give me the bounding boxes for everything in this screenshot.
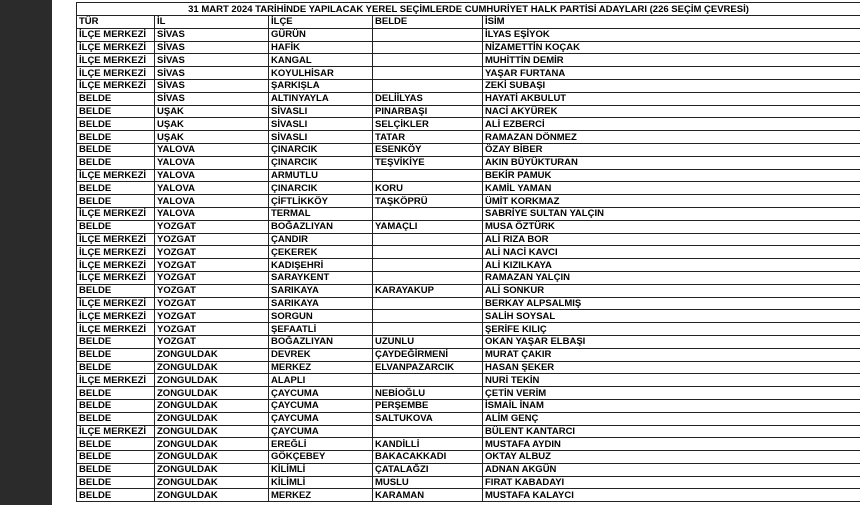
- cell-belde: [373, 79, 483, 92]
- table-row: [77, 118, 860, 131]
- column-header-tur: TÜR: [77, 16, 155, 29]
- cell-ilce: EREĞLİ: [269, 438, 373, 451]
- cell-il: UŞAK: [155, 118, 269, 131]
- cell-il: YALOVA: [155, 143, 269, 156]
- cell-belde: [373, 425, 483, 438]
- column-header-ilce: İLÇE: [269, 16, 373, 29]
- table-row: [77, 220, 860, 233]
- table-row: [77, 271, 860, 284]
- cell-belde: PINARBAŞI: [373, 105, 483, 118]
- cell-ilce: ÇAYCUMA: [269, 399, 373, 412]
- table-row: [77, 169, 860, 182]
- cell-tur: İLÇE MERKEZİ: [77, 79, 155, 92]
- cell-tur: BELDE: [77, 348, 155, 361]
- cell-belde: [373, 374, 483, 387]
- table-row: [77, 361, 860, 374]
- cell-isim: NİZAMETTİN KOÇAK: [483, 41, 860, 54]
- cell-il: ZONGULDAK: [155, 489, 269, 502]
- cell-il: YALOVA: [155, 195, 269, 208]
- cell-isim: ÜMİT KORKMAZ: [483, 195, 860, 208]
- cell-il: YOZGAT: [155, 297, 269, 310]
- table-row: [77, 28, 860, 41]
- table-row: [77, 195, 860, 208]
- cell-tur: BELDE: [77, 195, 155, 208]
- cell-isim: İLYAS EŞİYOK: [483, 28, 860, 41]
- cell-tur: İLÇE MERKEZİ: [77, 323, 155, 336]
- cell-isim: RAMAZAN DÖNMEZ: [483, 131, 860, 144]
- cell-ilce: BOĞAZLIYAN: [269, 220, 373, 233]
- table-row: [77, 399, 860, 412]
- cell-tur: İLÇE MERKEZİ: [77, 41, 155, 54]
- cell-belde: ELVANPAZARCIK: [373, 361, 483, 374]
- table-row: [77, 425, 860, 438]
- cell-il: SİVAS: [155, 54, 269, 67]
- table-row: [77, 246, 860, 259]
- cell-isim: ŞERİFE KILIÇ: [483, 323, 860, 336]
- cell-tur: İLÇE MERKEZİ: [77, 54, 155, 67]
- cell-ilce: SİVASLI: [269, 105, 373, 118]
- cell-belde: SELÇİKLER: [373, 118, 483, 131]
- cell-ilce: ÇAYCUMA: [269, 412, 373, 425]
- cell-il: ZONGULDAK: [155, 348, 269, 361]
- cell-isim: ALİ NACİ KAVCI: [483, 246, 860, 259]
- table-row: [77, 41, 860, 54]
- cell-il: ZONGULDAK: [155, 412, 269, 425]
- cell-il: ZONGULDAK: [155, 438, 269, 451]
- cell-tur: BELDE: [77, 387, 155, 400]
- cell-il: ZONGULDAK: [155, 463, 269, 476]
- cell-il: ZONGULDAK: [155, 451, 269, 464]
- cell-isim: SALİH SOYSAL: [483, 310, 860, 323]
- cell-belde: ÇAYDEĞİRMENİ: [373, 348, 483, 361]
- cell-belde: [373, 67, 483, 80]
- cell-ilce: ÇİFTLİKKÖY: [269, 195, 373, 208]
- cell-il: YOZGAT: [155, 259, 269, 272]
- column-header-belde: BELDE: [373, 16, 483, 29]
- cell-ilce: ALTINYAYLA: [269, 92, 373, 105]
- cell-il: ZONGULDAK: [155, 387, 269, 400]
- cell-ilce: DEVREK: [269, 348, 373, 361]
- cell-il: SİVAS: [155, 79, 269, 92]
- document-title: 31 MART 2024 TARİHİNDE YAPILACAK YEREL SEÇİMLERDE CUMHURİYET HALK PARTİSİ ADAYLARI (226 SEÇİM ÇEVRESİ): [77, 3, 860, 16]
- table-row: [77, 105, 860, 118]
- table-row: [77, 67, 860, 80]
- table-row: [77, 476, 860, 489]
- cell-il: ZONGULDAK: [155, 374, 269, 387]
- cell-tur: İLÇE MERKEZİ: [77, 271, 155, 284]
- cell-belde: UZUNLU: [373, 335, 483, 348]
- cell-isim: YAŞAR FURTANA: [483, 67, 860, 80]
- cell-isim: BÜLENT KANTARCI: [483, 425, 860, 438]
- table-row: [77, 143, 860, 156]
- cell-ilce: ŞEFAATLİ: [269, 323, 373, 336]
- cell-tur: BELDE: [77, 412, 155, 425]
- column-header-isim: İSİM: [483, 16, 860, 29]
- cell-ilce: ALAPLI: [269, 374, 373, 387]
- cell-belde: [373, 323, 483, 336]
- cell-belde: KARAMAN: [373, 489, 483, 502]
- table-row: [77, 259, 860, 272]
- title-row: [77, 3, 860, 16]
- cell-tur: İLÇE MERKEZİ: [77, 425, 155, 438]
- cell-tur: İLÇE MERKEZİ: [77, 259, 155, 272]
- cell-belde: MUSLU: [373, 476, 483, 489]
- cell-tur: BELDE: [77, 361, 155, 374]
- cell-isim: MUSTAFA AYDIN: [483, 438, 860, 451]
- cell-isim: İSMAİL İNAM: [483, 399, 860, 412]
- cell-ilce: KİLİMLİ: [269, 476, 373, 489]
- cell-isim: ADNAN AKGÜN: [483, 463, 860, 476]
- cell-isim: MUHİTTİN DEMİR: [483, 54, 860, 67]
- cell-belde: ESENKÖY: [373, 143, 483, 156]
- cell-il: ZONGULDAK: [155, 425, 269, 438]
- cell-isim: ZEKİ SUBAŞI: [483, 79, 860, 92]
- column-header-il: İL: [155, 16, 269, 29]
- cell-tur: BELDE: [77, 438, 155, 451]
- table-row: [77, 412, 860, 425]
- cell-tur: BELDE: [77, 131, 155, 144]
- cell-tur: İLÇE MERKEZİ: [77, 246, 155, 259]
- cell-tur: BELDE: [77, 451, 155, 464]
- table-row: [77, 489, 860, 502]
- cell-il: YALOVA: [155, 207, 269, 220]
- cell-isim: MUSTAFA KALAYCI: [483, 489, 860, 502]
- cell-il: ZONGULDAK: [155, 399, 269, 412]
- cell-tur: BELDE: [77, 156, 155, 169]
- cell-il: ZONGULDAK: [155, 361, 269, 374]
- cell-belde: DELİİLYAS: [373, 92, 483, 105]
- cell-isim: KAMİL YAMAN: [483, 182, 860, 195]
- cell-isim: ALİ RIZA BOR: [483, 233, 860, 246]
- table-row: [77, 310, 860, 323]
- cell-tur: BELDE: [77, 335, 155, 348]
- cell-il: YOZGAT: [155, 271, 269, 284]
- cell-isim: RAMAZAN YALÇIN: [483, 271, 860, 284]
- cell-belde: [373, 297, 483, 310]
- cell-isim: BEKİR PAMUK: [483, 169, 860, 182]
- cell-isim: ALİ SONKUR: [483, 284, 860, 297]
- cell-belde: NEBİOĞLU: [373, 387, 483, 400]
- cell-belde: PERŞEMBE: [373, 399, 483, 412]
- cell-tur: BELDE: [77, 489, 155, 502]
- table-row: [77, 335, 860, 348]
- cell-tur: BELDE: [77, 399, 155, 412]
- candidate-table: [76, 2, 860, 502]
- cell-ilce: ÇEKEREK: [269, 246, 373, 259]
- cell-belde: SALTUKOVA: [373, 412, 483, 425]
- cell-tur: BELDE: [77, 476, 155, 489]
- cell-belde: TEŞVİKİYE: [373, 156, 483, 169]
- cell-tur: İLÇE MERKEZİ: [77, 67, 155, 80]
- cell-il: ZONGULDAK: [155, 476, 269, 489]
- cell-isim: ALİ KIZILKAYA: [483, 259, 860, 272]
- cell-ilce: ÇINARCIK: [269, 143, 373, 156]
- cell-tur: BELDE: [77, 284, 155, 297]
- cell-ilce: ÇINARCIK: [269, 156, 373, 169]
- cell-ilce: SİVASLI: [269, 131, 373, 144]
- cell-isim: ALİM GENÇ: [483, 412, 860, 425]
- cell-belde: YAMAÇLI: [373, 220, 483, 233]
- cell-belde: KARAYAKUP: [373, 284, 483, 297]
- cell-tur: BELDE: [77, 220, 155, 233]
- table-row: [77, 207, 860, 220]
- cell-belde: [373, 54, 483, 67]
- table-row: [77, 451, 860, 464]
- cell-ilce: TERMAL: [269, 207, 373, 220]
- cell-belde: [373, 28, 483, 41]
- cell-ilce: KİLİMLİ: [269, 463, 373, 476]
- cell-ilce: HAFİK: [269, 41, 373, 54]
- cell-belde: [373, 271, 483, 284]
- cell-il: UŞAK: [155, 105, 269, 118]
- table-body: [77, 28, 860, 501]
- cell-tur: BELDE: [77, 143, 155, 156]
- cell-il: YOZGAT: [155, 335, 269, 348]
- cell-ilce: SİVASLI: [269, 118, 373, 131]
- table-row: [77, 463, 860, 476]
- cell-ilce: KANGAL: [269, 54, 373, 67]
- cell-belde: [373, 233, 483, 246]
- cell-il: YOZGAT: [155, 284, 269, 297]
- cell-ilce: SARIKAYA: [269, 297, 373, 310]
- cell-isim: MUSA ÖZTÜRK: [483, 220, 860, 233]
- cell-il: SİVAS: [155, 28, 269, 41]
- cell-ilce: SARIKAYA: [269, 284, 373, 297]
- cell-il: YALOVA: [155, 169, 269, 182]
- cell-il: SİVAS: [155, 67, 269, 80]
- cell-isim: FIRAT KABADAYI: [483, 476, 860, 489]
- cell-isim: ÖZAY BİBER: [483, 143, 860, 156]
- cell-belde: [373, 41, 483, 54]
- table-row: [77, 297, 860, 310]
- table-row: [77, 348, 860, 361]
- cell-belde: ÇATALAĞZI: [373, 463, 483, 476]
- cell-ilce: ÇANDIR: [269, 233, 373, 246]
- table-row: [77, 92, 860, 105]
- cell-ilce: ARMUTLU: [269, 169, 373, 182]
- cell-isim: OKAN YAŞAR ELBAŞI: [483, 335, 860, 348]
- cell-tur: İLÇE MERKEZİ: [77, 297, 155, 310]
- cell-tur: BELDE: [77, 105, 155, 118]
- cell-ilce: GÜRÜN: [269, 28, 373, 41]
- cell-belde: TATAR: [373, 131, 483, 144]
- cell-tur: İLÇE MERKEZİ: [77, 169, 155, 182]
- table-row: [77, 131, 860, 144]
- cell-ilce: MERKEZ: [269, 489, 373, 502]
- cell-il: UŞAK: [155, 131, 269, 144]
- cell-isim: NURİ TEKİN: [483, 374, 860, 387]
- cell-il: YALOVA: [155, 182, 269, 195]
- cell-isim: AKIN BÜYÜKTURAN: [483, 156, 860, 169]
- cell-belde: [373, 169, 483, 182]
- cell-tur: İLÇE MERKEZİ: [77, 310, 155, 323]
- cell-ilce: ÇINARCIK: [269, 182, 373, 195]
- cell-il: YOZGAT: [155, 310, 269, 323]
- cell-ilce: ÇAYCUMA: [269, 387, 373, 400]
- cell-isim: NACİ AKYÜREK: [483, 105, 860, 118]
- table-row: [77, 233, 860, 246]
- cell-belde: KANDİLLİ: [373, 438, 483, 451]
- cell-isim: HAYATİ AKBULUT: [483, 92, 860, 105]
- cell-il: YOZGAT: [155, 246, 269, 259]
- cell-isim: OKTAY ALBUZ: [483, 451, 860, 464]
- cell-il: SİVAS: [155, 92, 269, 105]
- cell-ilce: ÇAYCUMA: [269, 425, 373, 438]
- cell-belde: KORU: [373, 182, 483, 195]
- cell-tur: İLÇE MERKEZİ: [77, 207, 155, 220]
- cell-belde: TAŞKÖPRÜ: [373, 195, 483, 208]
- cell-belde: [373, 207, 483, 220]
- cell-belde: [373, 246, 483, 259]
- cell-ilce: ŞARKIŞLA: [269, 79, 373, 92]
- cell-ilce: SORGUN: [269, 310, 373, 323]
- cell-tur: BELDE: [77, 182, 155, 195]
- table-row: [77, 284, 860, 297]
- table-row: [77, 54, 860, 67]
- left-dark-margin: [0, 0, 52, 505]
- cell-ilce: GÖKÇEBEY: [269, 451, 373, 464]
- cell-ilce: KOYULHİSAR: [269, 67, 373, 80]
- table-row: [77, 438, 860, 451]
- cell-il: YALOVA: [155, 156, 269, 169]
- candidate-document: [76, 2, 860, 502]
- cell-isim: MURAT ÇAKIR: [483, 348, 860, 361]
- cell-belde: [373, 259, 483, 272]
- table-row: [77, 156, 860, 169]
- table-row: [77, 374, 860, 387]
- cell-ilce: MERKEZ: [269, 361, 373, 374]
- table-row: [77, 79, 860, 92]
- cell-il: YOZGAT: [155, 323, 269, 336]
- cell-isim: SABRİYE SULTAN YALÇIN: [483, 207, 860, 220]
- table-row: [77, 387, 860, 400]
- cell-isim: ÇETİN VERİM: [483, 387, 860, 400]
- cell-ilce: KADIŞEHRİ: [269, 259, 373, 272]
- header-row: [77, 16, 860, 29]
- cell-belde: BAKACAKKADI: [373, 451, 483, 464]
- cell-tur: İLÇE MERKEZİ: [77, 233, 155, 246]
- cell-tur: BELDE: [77, 463, 155, 476]
- cell-tur: BELDE: [77, 92, 155, 105]
- table-row: [77, 323, 860, 336]
- cell-belde: [373, 310, 483, 323]
- cell-isim: ALİ EZBERCİ: [483, 118, 860, 131]
- cell-il: SİVAS: [155, 41, 269, 54]
- cell-tur: BELDE: [77, 118, 155, 131]
- cell-isim: HASAN ŞEKER: [483, 361, 860, 374]
- cell-tur: İLÇE MERKEZİ: [77, 374, 155, 387]
- cell-isim: BERKAY ALPSALMIŞ: [483, 297, 860, 310]
- table-row: [77, 182, 860, 195]
- cell-ilce: SARAYKENT: [269, 271, 373, 284]
- cell-ilce: BOĞAZLIYAN: [269, 335, 373, 348]
- cell-il: YOZGAT: [155, 233, 269, 246]
- cell-il: YOZGAT: [155, 220, 269, 233]
- cell-tur: İLÇE MERKEZİ: [77, 28, 155, 41]
